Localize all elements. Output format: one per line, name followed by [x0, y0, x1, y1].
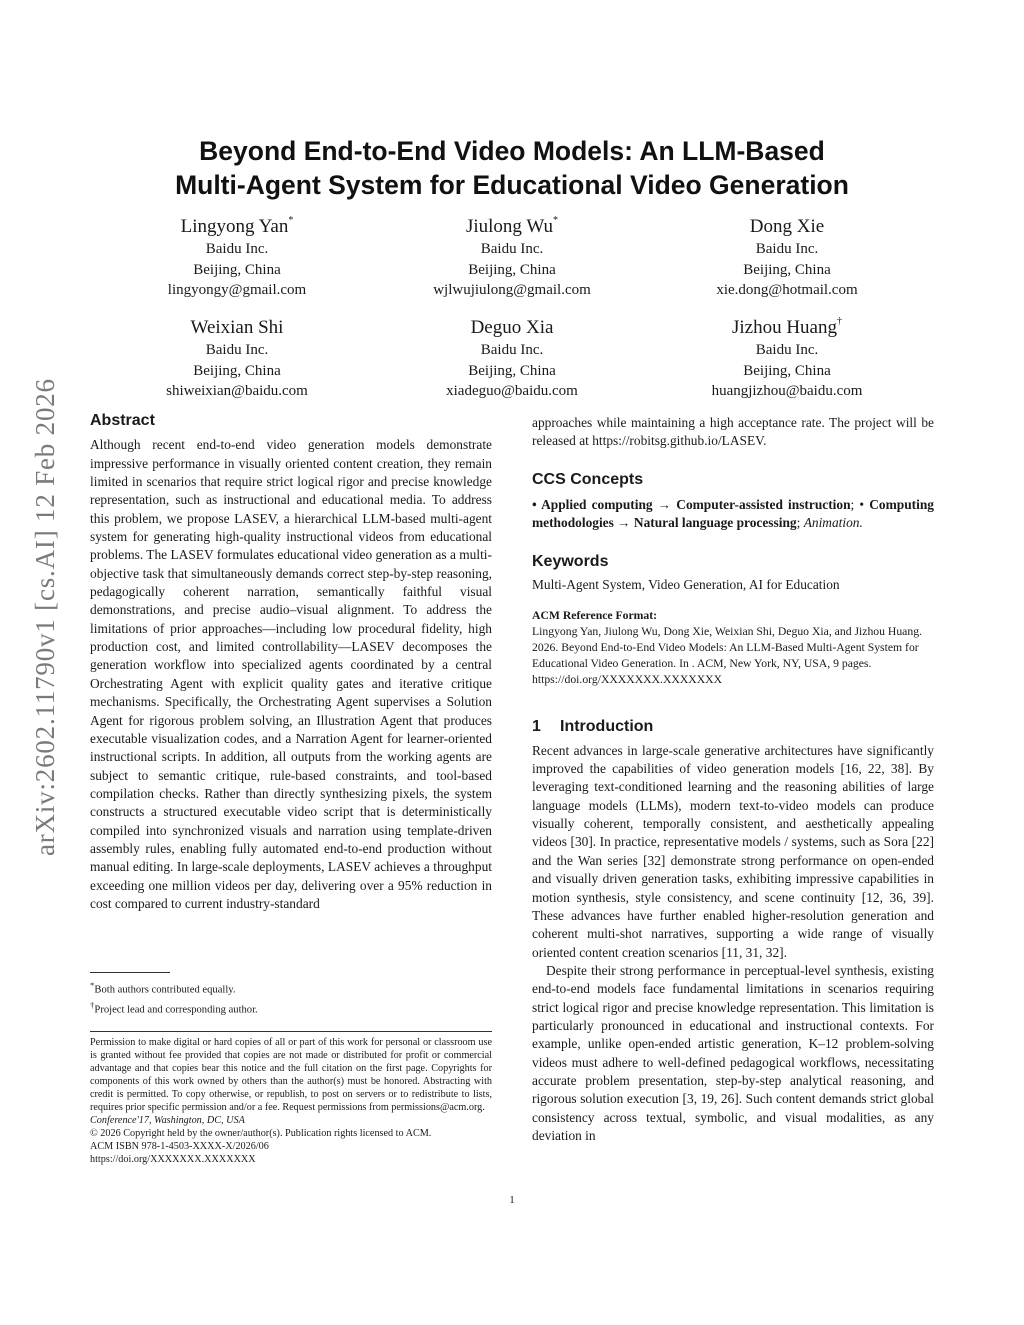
title-line-1: Beyond End-to-End Video Models: An LLM-Based — [199, 136, 825, 166]
permission-text: Permission to make digital or hard copies of all or part of this work for personal or classroom use is granted without fee provided that copies are not made or distributed for profit or commercial advantage and that copies bear this notice and the full citation on the first page. Copyrights for components of this work owned by others than the author(s) must be honored. Abstracting with credit is permitted. To copy otherwise, or republish, to post on servers or to redistribute to lists, requires prior specific permission and/or a fee. Request permissions from permissions@acm.org. — [90, 1037, 492, 1114]
keywords-text: Multi-Agent System, Video Generation, AI for Education — [532, 577, 840, 593]
author-block — [362, 317, 662, 402]
left-column — [90, 412, 492, 913]
author-name: Weixian Shi — [190, 317, 284, 338]
author-block — [87, 216, 387, 301]
copyright-line: © 2026 Copyright held by the owner/author(s). Publication rights licensed to ACM. — [90, 1128, 432, 1140]
acm-reference-text: Lingyong Yan, Jiulong Wu, Dong Xie, Weixian Shi, Deguo Xia, and Jizhou Huang. 2026. Beyond End-to-End Video Models: An LLM-Based Multi-Agent System for Educational Video Generation. In . ACM, New York, NY, USA, 9 pages. https://doi.org/XXXXXXX.XXXXXXX — [532, 625, 922, 687]
author-affiliation: Baidu Inc. — [205, 342, 269, 358]
author-name: Lingyong Yan* — [180, 215, 294, 237]
abstract-text: Although recent end-to-end video generation models demonstrate impressive performance in visually oriented content creation, they remain limited in scenarios that require strict logical rigor and precise knowledge representation, such as instructional and educational media. To address this problem, we propose LASEV, a hierarchical LLM-based multi-agent system for generating high-quality instructional videos from educational problems. The LASEV formulates educational video generation as a multi-objective task that simultaneously demands correct step-by-step reasoning, pedagogically coherent narration, semantically faithful visual demonstrations, and precise audio–visual alignment. To address the limitations of prior approaches—including low procedural fidelity, high production cost, and limited controllability—LASEV decomposes the generation workflow into specialized agents coordinated by a central Orchestrating Agent with explicit quality gates and iterative critique mechanisms. Specifically, the Orchestrating Agent supervises a Solution Agent for rigorous problem solving, an Illustration Agent that produces executable visualization codes, and a Narration Agent for learner-oriented instructional scripts. In addition, all outputs from the working agents are subject to semantic critique, rule-based constraints, and tool-based compilation checks. Rather than directly synthesizing pixels, the system constructs a structured executable video script that is deterministically compiled into synchronized visuals and narration using template-driven assembly rules, enabling fully automated end-to-end production without manual editing. In large-scale deployments, LASEV achieves a throughput exceeding one million videos per day, delivering over a 95% reduction in cost compared to current industry-standard — [90, 437, 492, 911]
author-name: Jizhou Huang† — [731, 316, 842, 338]
acm-reference-heading: ACM Reference Format: — [532, 609, 658, 623]
footnote-rule — [90, 972, 170, 973]
author-email: xie.dong@hotmail.com — [716, 282, 858, 298]
title-line-2: Multi-Agent System for Educational Video Generation — [175, 170, 849, 200]
conference-info: Conference'17, Washington, DC, USA — [90, 1115, 245, 1127]
ccs-heading: CCS Concepts — [532, 470, 644, 488]
permission-rule — [90, 1031, 492, 1032]
right-column — [532, 414, 934, 1145]
author-block — [362, 216, 662, 301]
author-block — [637, 317, 937, 402]
abstract-heading: Abstract — [90, 412, 155, 429]
intro-paragraph: Recent advances in large-scale generative architectures have significantly improved the capabilities of video generation models [16, 22, 38]. By leveraging text-conditioned learning and the reasoning abilities of large language models (LLMs), modern text-to-video models can produce visually coherent, temporally consistent, and aesthetically appealing videos [30]. In practice, representative models / systems, such as Sora [22] and the Wan series [32] demonstrate strong performance on open-ended and visually driven generation tasks, exhibiting impressive capabilities in motion synthesis, style consistency, and scene continuity [12, 36, 39]. These advances have further enabled higher-resolution generation and coherent multi-shot narratives, supporting a wide range of visually oriented content creation scenarios [11, 31, 32]. — [532, 742, 934, 960]
footnote-corresponding: †Project lead and corresponding author. — [90, 999, 258, 1016]
paper-title — [120, 134, 904, 202]
author-affiliation: Baidu Inc. — [205, 241, 269, 257]
doi-line: https://doi.org/XXXXXXX.XXXXXXX — [90, 1154, 256, 1166]
ccs-concepts: • Applied computing → Computer-assisted instruction; • Computing methodologies → Natural language processing; Animation. — [532, 497, 934, 531]
author-location: Beijing, China — [468, 362, 556, 379]
permission-block — [90, 1031, 492, 1166]
author-location: Beijing, China — [193, 261, 281, 278]
footnote-equal: *Both authors contributed equally. — [90, 980, 236, 996]
author-affiliation: Baidu Inc. — [480, 342, 544, 358]
author-block — [637, 216, 937, 301]
author-affiliation: Baidu Inc. — [755, 342, 819, 358]
isbn-line: ACM ISBN 978-1-4503-XXXX-X/2026/06 — [90, 1141, 269, 1153]
keywords-heading: Keywords — [532, 552, 609, 570]
author-name: Dong Xie — [749, 216, 825, 237]
footnotes — [90, 972, 492, 1017]
author-location: Beijing, China — [193, 362, 281, 379]
author-name: Jiulong Wu* — [465, 215, 559, 237]
author-email: shiweixian@baidu.com — [166, 383, 308, 399]
author-email: wjlwujiulong@gmail.com — [433, 282, 591, 298]
introduction-heading: 1 Introduction — [532, 718, 654, 736]
author-email: huangjizhou@baidu.com — [711, 383, 863, 399]
abstract-continuation: approaches while maintaining a high acceptance rate. The project will be released at https://robitsg.github.io/LASEV. — [532, 415, 934, 449]
author-name: Deguo Xia — [470, 317, 554, 338]
author-affiliation: Baidu Inc. — [755, 241, 819, 257]
author-email: xiadeguo@baidu.com — [446, 383, 578, 399]
author-affiliation: Baidu Inc. — [480, 241, 544, 257]
author-location: Beijing, China — [468, 261, 556, 278]
author-block — [87, 317, 387, 402]
page-number: 1 — [509, 1194, 515, 1206]
author-location: Beijing, China — [743, 362, 831, 379]
intro-paragraph: Despite their strong performance in perceptual-level synthesis, existing end-to-end models face fundamental limitations in scenarios requiring strict logical rigor and precise knowledge representation. This limitation is particularly pronounced in educational and instructional contexts. For example, unlike open-ended artistic generation, K–12 problem-solving videos must adhere to well-defined pedagogical workflows, necessitating accurate problem presentation, step-by-step analytical reasoning, and rigorous solution execution [3, 19, 26]. Such content demands strict global consistency across textual, symbolic, and visual modalities, as any deviation in — [532, 962, 934, 1143]
arxiv-identifier: arXiv:2602.11790v1 [cs.AI] 12 Feb 2026 — [30, 378, 60, 856]
author-location: Beijing, China — [743, 261, 831, 278]
author-email: lingyongy@gmail.com — [167, 282, 307, 298]
